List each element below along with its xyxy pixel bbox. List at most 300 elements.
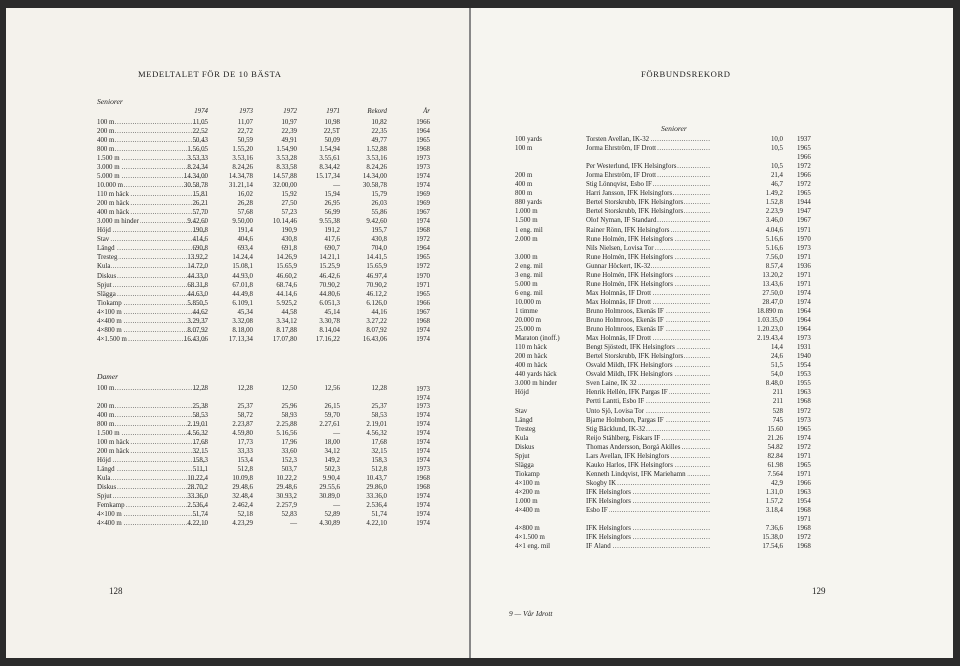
record-event: Spjut — [515, 452, 530, 460]
record-year: 1968 — [797, 543, 811, 551]
record-holder — [586, 199, 746, 207]
record-result: 528 — [772, 407, 783, 415]
record-holder-name: Bertel Storskrubb, IFK Helsingfors — [586, 208, 684, 216]
record-year: 1966 — [797, 479, 811, 487]
column-header: År — [423, 108, 430, 115]
table-row — [97, 273, 447, 281]
result-value: 1.54,90 — [276, 146, 297, 154]
record-event: Stav — [515, 407, 528, 415]
record-row — [515, 227, 835, 235]
record-row — [515, 507, 835, 515]
result-value: 15.25,9 — [319, 263, 340, 271]
result-value: 15.08,1 — [232, 263, 253, 271]
record-row — [515, 389, 835, 397]
result-value: 17,73 — [237, 439, 253, 446]
record-holder — [586, 145, 746, 153]
event-label — [97, 164, 205, 172]
result-value: 31.21,14 — [228, 182, 253, 190]
result-value: 16.43,06 — [183, 335, 208, 343]
event-label — [97, 146, 205, 154]
record-year: 1971 — [797, 253, 811, 261]
record-holder — [586, 380, 746, 388]
result-value: 34,12 — [324, 448, 340, 455]
result-value: 4.23,29 — [232, 520, 253, 527]
record-year: 1969 — [416, 200, 430, 208]
result-value: 3.32,08 — [232, 317, 253, 325]
result-value: 9.55,38 — [319, 218, 340, 226]
record-year: 1969 — [416, 191, 430, 199]
result-value: 44.33,0 — [187, 272, 208, 280]
record-result: 211 — [772, 398, 783, 406]
record-holder-name: Thomas Andersson, Borgå Akilles — [586, 443, 681, 451]
result-value: 6.126,0 — [366, 299, 387, 307]
table-row — [97, 466, 447, 474]
event-name: 200 m häck — [97, 200, 130, 208]
record-holder — [586, 254, 746, 262]
record-year: 1973 — [416, 466, 430, 473]
result-value: 2.536,4 — [187, 502, 208, 509]
result-value: 51,74 — [371, 511, 387, 518]
record-row — [515, 254, 835, 262]
record-result: 21,4 — [770, 172, 783, 180]
record-result: 211 — [772, 389, 783, 397]
result-value: — — [333, 430, 340, 437]
result-value: 25,96 — [281, 403, 297, 410]
record-row — [515, 208, 835, 216]
result-value: 32.48,4 — [232, 493, 253, 500]
event-name: 4×1.500 m — [97, 335, 127, 343]
record-row — [515, 380, 835, 388]
event-name: 800 m — [97, 421, 115, 428]
result-value: 8.07,92 — [187, 326, 208, 334]
record-holder-name: Harri Jansson, IFK Helsingfors — [586, 190, 673, 198]
record-row — [515, 444, 835, 452]
event-label — [97, 336, 205, 344]
record-holder-name: Per Westerlund, IFK Helsingfors — [586, 163, 677, 171]
record-year: 1968 — [797, 507, 811, 515]
record-holder — [586, 462, 746, 470]
result-value: — — [333, 182, 340, 190]
result-value: 195,7 — [371, 227, 387, 235]
record-holder-name: Stig Lönnqvist, Esbo IF — [586, 181, 652, 189]
record-year: 1972 — [797, 407, 811, 415]
record-event: Tiokamp — [515, 470, 540, 478]
left-page-title: MEDELTALET FÖR DE 10 BÄSTA — [138, 69, 282, 79]
record-holder — [586, 525, 746, 533]
record-result: 5.16,6 — [765, 244, 783, 252]
record-year: 1964 — [797, 317, 811, 324]
record-row — [515, 308, 835, 316]
record-holder-name: Kenneth Lindqvist, IFK Mariehamn — [586, 470, 686, 478]
table-row — [97, 412, 447, 420]
result-value: 49,91 — [281, 137, 297, 145]
record-year: 1973 — [416, 403, 430, 410]
event-label — [97, 327, 205, 335]
result-value: 29.48,6 — [232, 484, 253, 491]
record-year: 1968 — [416, 475, 430, 482]
result-value: 1.54,94 — [319, 146, 340, 154]
right-page-number: 129 — [812, 586, 826, 596]
table-row — [97, 137, 447, 145]
record-row — [515, 516, 835, 524]
record-row — [515, 435, 835, 443]
result-value: — — [290, 520, 297, 527]
result-value: 152,3 — [281, 457, 297, 464]
column-header: 1971 — [326, 108, 340, 115]
event-name: Tresteg — [97, 254, 118, 262]
result-value: 33.36,0 — [366, 493, 387, 500]
record-event: Maraton (inoff.) — [515, 335, 560, 343]
result-value: 67.01,8 — [232, 281, 253, 289]
record-year: 1965 — [797, 425, 811, 433]
event-label — [97, 318, 205, 326]
result-value: 4.22,10 — [366, 520, 387, 527]
record-year: 1974 — [797, 289, 811, 297]
record-year: 1944 — [797, 199, 811, 207]
record-holder-name: Max Holmnäs, IF Drott — [586, 335, 652, 343]
record-row — [515, 471, 835, 479]
record-year: 1965 — [797, 145, 811, 153]
event-name: 200 m — [97, 128, 115, 136]
result-value: 4.56,32 — [366, 430, 387, 437]
record-row — [515, 362, 835, 370]
record-result: 745 — [772, 416, 783, 424]
record-holder — [586, 263, 746, 271]
event-label — [97, 484, 205, 492]
record-holder-name: Jorma Ehrström, IF Drott — [586, 172, 657, 180]
result-value: 57,68 — [237, 209, 253, 217]
record-event: 100 yards — [515, 136, 542, 143]
record-year: 1971 — [797, 470, 811, 478]
record-holder-name: Gunnar Höckert, IK-32 — [586, 262, 651, 270]
record-row — [515, 172, 835, 180]
record-event: 4×400 m — [515, 507, 540, 515]
table-row — [97, 155, 447, 163]
record-year: 1965 — [797, 190, 811, 198]
record-year: 1970 — [416, 272, 430, 280]
record-year: 1967 — [416, 209, 430, 217]
event-name: 4×100 m — [97, 511, 122, 518]
record-holder — [586, 362, 746, 370]
record-event: 25.000 m — [515, 326, 542, 334]
record-holder — [586, 136, 746, 144]
record-holder-name: Pertti Lantti, Esbo IF — [586, 398, 645, 406]
result-value: 3.53,28 — [276, 155, 297, 163]
result-value: 25,37 — [237, 403, 253, 410]
result-value: 15,92 — [281, 191, 297, 199]
record-year: 1971 — [797, 280, 811, 288]
record-event: Slägga — [515, 461, 534, 469]
result-value: 26,21 — [192, 200, 208, 208]
record-year: 1967 — [797, 217, 811, 225]
result-value: 44,62 — [192, 308, 208, 316]
result-value: 9.42,60 — [187, 218, 208, 226]
result-value: 44,58 — [281, 308, 297, 316]
record-holder-name: Rainer Rönn, IFK Helsingfors — [586, 226, 670, 234]
record-year: 1966 — [416, 119, 430, 126]
record-result: 10,5 — [770, 145, 783, 153]
result-value: 2.257,9 — [276, 502, 297, 509]
event-label — [97, 300, 205, 308]
record-event: 880 yards — [515, 199, 542, 207]
record-holder-name: Olof Nyman, IF Standard — [586, 217, 657, 225]
record-event: Tresteg — [515, 425, 536, 433]
result-value: — — [333, 502, 340, 509]
event-name: 100 m häck — [97, 439, 130, 446]
record-row — [515, 498, 835, 506]
record-result: 27.50,0 — [762, 289, 783, 297]
record-row — [515, 417, 835, 425]
result-value: 44,16 — [371, 308, 387, 316]
event-name: 400 m — [97, 412, 115, 419]
record-holder-name: Stig Bäcklund, IK-32 — [586, 425, 646, 433]
result-value: 46.12,2 — [366, 290, 387, 298]
record-result: 51,5 — [770, 362, 783, 370]
record-holder — [586, 471, 746, 479]
table-row — [97, 385, 447, 402]
result-value: 511,1 — [192, 466, 208, 473]
result-value: 68.74,6 — [276, 281, 297, 289]
result-value: 33.36,0 — [187, 493, 208, 500]
record-year: 1972 — [797, 163, 811, 171]
record-row — [515, 136, 835, 144]
record-holder-name: IFK Helsingfors — [586, 498, 631, 505]
result-value: 12,56 — [324, 385, 340, 392]
record-event: 3.000 m — [515, 253, 538, 261]
result-value: 5.850,5 — [187, 299, 208, 307]
record-result: 1.52,8 — [765, 199, 783, 207]
record-holder — [586, 435, 746, 443]
result-value: 5.16,56 — [276, 430, 297, 437]
result-value: 153,4 — [237, 457, 253, 464]
result-value: 15.65,9 — [276, 263, 297, 271]
record-event: 200 m häck — [515, 353, 548, 361]
result-value: 29.48,6 — [276, 484, 297, 491]
event-name: 200 m häck — [97, 448, 130, 455]
record-year: 1974 — [416, 173, 430, 181]
record-event: 6 eng. mil — [515, 289, 543, 297]
result-value: 15,81 — [192, 191, 208, 199]
record-event: 1 timme — [515, 307, 538, 315]
event-label — [97, 448, 205, 456]
result-value: 26,15 — [324, 403, 340, 410]
result-value: 57,23 — [281, 209, 297, 217]
record-year: 1968 — [416, 146, 430, 154]
event-label — [97, 273, 205, 281]
record-holder-name: IFK Helsingfors — [586, 488, 631, 496]
record-row — [515, 489, 835, 497]
result-value: 3.55,61 — [319, 155, 340, 163]
record-holder-name: Henrik Hellén, IFK Pargas IF — [586, 389, 668, 397]
column-header: 1974 — [194, 108, 208, 115]
table-row — [97, 119, 447, 127]
record-result: 15.60 — [767, 425, 783, 433]
result-value: 12,28 — [192, 385, 208, 392]
record-holder-name: Sven Laine, IK 32 — [586, 380, 637, 388]
event-name: Höjd — [97, 457, 111, 464]
record-result: 82.84 — [767, 452, 783, 460]
event-label — [97, 155, 205, 163]
result-value: 1.55,20 — [232, 146, 253, 154]
record-holder — [586, 489, 746, 497]
column-header: 1972 — [283, 108, 297, 115]
event-label — [97, 385, 205, 393]
result-value: 5.925,2 — [276, 299, 297, 307]
event-name: 800 m — [97, 146, 115, 154]
record-result: 28.47,0 — [762, 298, 783, 306]
record-holder — [586, 281, 746, 289]
result-value: 22,39 — [281, 128, 297, 136]
table-row — [97, 282, 447, 290]
record-year: 1967 — [416, 308, 430, 316]
record-result: 13.20,2 — [762, 271, 783, 279]
record-holder — [586, 326, 746, 334]
record-year: 1972 — [797, 443, 811, 451]
result-value: 45,14 — [324, 308, 340, 316]
result-value: 58,53 — [192, 412, 208, 419]
result-value: 512,8 — [237, 466, 253, 473]
record-year: 1974 — [416, 182, 430, 190]
record-year: 1974 — [416, 430, 430, 437]
record-holder — [586, 543, 746, 551]
event-label — [97, 182, 205, 190]
table-row — [97, 475, 447, 483]
record-event: 2 eng. mil — [515, 262, 543, 270]
table-row — [97, 182, 447, 190]
event-name: Kula — [97, 263, 111, 271]
record-row — [515, 353, 835, 361]
event-label — [97, 309, 205, 317]
result-value: 50,43 — [192, 137, 208, 145]
record-result: 10,0 — [770, 136, 783, 143]
record-holder-name: Osvald Mildh, IFK Helsingfors — [586, 371, 673, 379]
table-row — [97, 520, 447, 528]
record-result: 2.19.43,4 — [757, 335, 783, 343]
record-year: 1964 — [416, 128, 430, 136]
result-value: 8.17,88 — [276, 326, 297, 334]
event-name: 4×100 m — [97, 308, 122, 316]
event-label — [97, 128, 205, 136]
result-value: 190,9 — [281, 227, 297, 235]
result-value: 10,97 — [281, 119, 297, 126]
event-label — [97, 291, 205, 299]
record-event: 400 m häck — [515, 362, 548, 370]
result-value: 8.33,58 — [276, 164, 297, 172]
record-year: 1968 — [797, 398, 811, 406]
record-holder-name: Bruno Holmroos, Ekenäs IF — [586, 317, 664, 324]
record-holder — [586, 236, 746, 244]
result-value: 17.16,22 — [315, 335, 340, 343]
result-value: 2.462,4 — [232, 502, 253, 509]
result-value: 10.14,46 — [272, 218, 297, 226]
record-holder — [586, 181, 746, 189]
result-value: 70.90,2 — [366, 281, 387, 289]
record-row — [515, 154, 835, 162]
record-year: 1973 — [797, 244, 811, 252]
result-value: 9.90,4 — [322, 475, 340, 482]
record-event: 1.000 m — [515, 498, 538, 505]
record-row — [515, 408, 835, 416]
result-value: 14.34,00 — [183, 173, 208, 181]
result-value: 22,35 — [371, 128, 387, 136]
record-holder — [586, 208, 746, 216]
result-value: 691,8 — [281, 245, 297, 253]
event-name: 3.000 m hinder — [97, 218, 139, 226]
record-event: 4×200 m — [515, 488, 540, 496]
record-holder-name: IFK Helsingfors — [586, 525, 631, 533]
result-value: 190,8 — [192, 227, 208, 235]
result-value: 10,82 — [371, 119, 387, 126]
result-value: 26,28 — [237, 200, 253, 208]
result-value: 17,68 — [371, 439, 387, 446]
record-year: 1974 — [416, 511, 430, 518]
record-holder — [586, 417, 746, 425]
record-year: 1965 — [416, 137, 430, 145]
event-label — [97, 439, 205, 447]
record-result: 8.48,0 — [765, 380, 783, 388]
column-header: 1973 — [239, 108, 253, 115]
record-year: 1940 — [797, 353, 811, 361]
result-value: 50,09 — [324, 137, 340, 145]
record-row — [515, 245, 835, 253]
result-value: 191,4 — [237, 227, 253, 235]
result-value: 44.49,8 — [232, 290, 253, 298]
result-value: 30.58,78 — [362, 182, 387, 190]
record-year: 1973 — [416, 164, 430, 172]
event-name: Slägga — [97, 290, 116, 298]
result-value: 8.24,26 — [232, 164, 253, 172]
result-value: 2.25,88 — [276, 421, 297, 428]
record-event: 20.000 m — [515, 317, 542, 324]
right-page — [471, 8, 953, 658]
record-holder-name: IFK Helsingfors — [586, 534, 631, 542]
record-year: 1972 — [416, 236, 430, 244]
record-year: 1968 — [416, 484, 430, 491]
record-row — [515, 145, 835, 153]
record-holder-name: Jorma Ehrström, IF Drott — [586, 145, 657, 153]
record-event: 10.000 m — [515, 298, 542, 306]
result-value: 52,18 — [237, 511, 253, 518]
result-value: 3.53,16 — [232, 155, 253, 163]
record-holder — [586, 163, 746, 171]
record-year: 1947 — [797, 208, 811, 216]
table-row — [97, 263, 447, 271]
record-event: 4×800 m — [515, 525, 540, 533]
record-result: 1.03.35,0 — [757, 317, 783, 324]
record-holder — [586, 398, 746, 406]
table-row — [97, 173, 447, 181]
record-year: 1974 — [416, 335, 430, 343]
result-value: 417,6 — [324, 236, 340, 244]
result-value: 58,53 — [371, 412, 387, 419]
result-value: 149,2 — [324, 457, 340, 464]
event-label — [97, 254, 205, 262]
record-year: 1973 1974 — [416, 386, 430, 402]
record-holder — [586, 335, 746, 343]
record-event: 3.000 m hinder — [515, 380, 557, 388]
result-value: 10.22,4 — [187, 475, 208, 482]
record-holder — [586, 308, 746, 316]
record-year: 1966 — [797, 172, 811, 180]
record-holder-name: Rune Holmén, IFK Helsingfors — [586, 253, 673, 261]
result-value: 704,0 — [371, 245, 387, 253]
record-row — [515, 534, 835, 542]
event-label — [97, 457, 205, 465]
record-event: Diskus — [515, 443, 535, 451]
result-value: 46.60,2 — [276, 272, 297, 280]
result-value: 33,33 — [237, 448, 253, 455]
event-name: Kula — [97, 475, 111, 482]
